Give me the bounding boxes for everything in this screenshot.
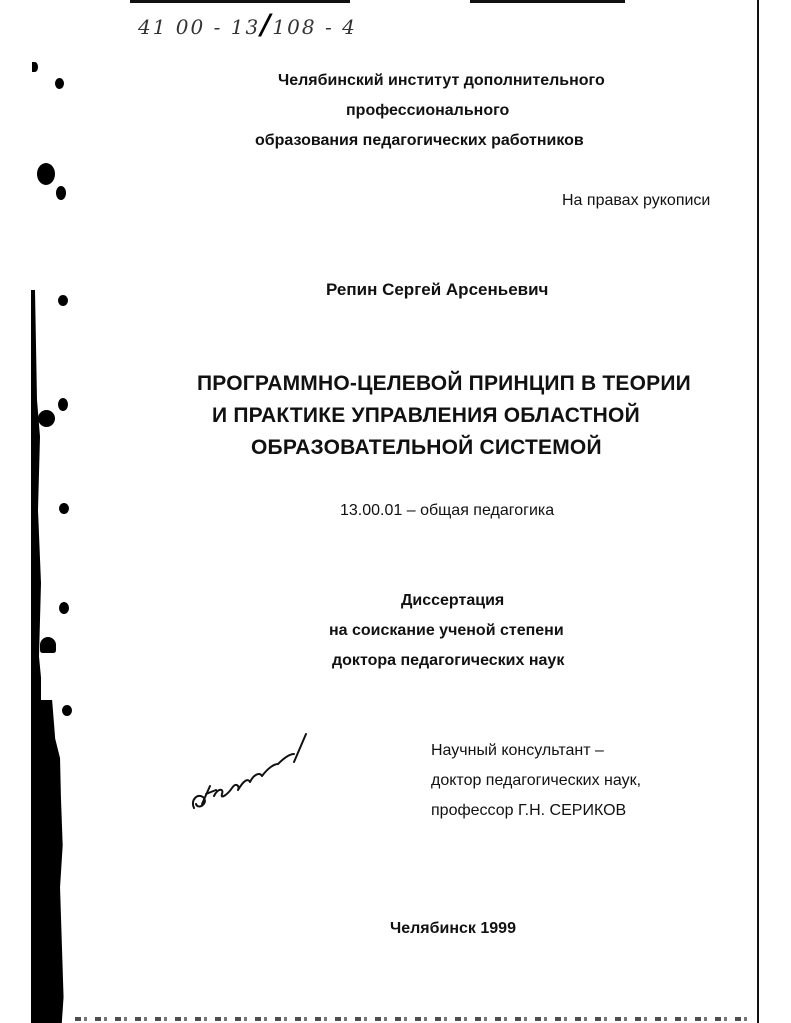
degree-line-1: Диссертация <box>401 592 505 609</box>
punch-hole <box>62 705 72 716</box>
punch-hole <box>58 295 68 306</box>
punch-hole <box>59 602 69 614</box>
archive-code <box>138 8 357 41</box>
page-border-right <box>757 0 759 1023</box>
signature <box>188 728 318 818</box>
institution-line-3: образования педагогических работников <box>255 132 584 149</box>
punch-hole <box>55 78 64 89</box>
city-year: Челябинск 1999 <box>390 920 516 937</box>
punch-hole <box>56 186 66 200</box>
scan-edge-top <box>470 0 625 3</box>
consultant-line-1: Научный консультант – <box>431 742 604 759</box>
author-name: Репин Сергей Арсеньевич <box>326 280 549 299</box>
title-line-3: ОБРАЗОВАТЕЛЬНОЙ СИСТЕМОЙ <box>251 436 602 459</box>
degree-line-3: доктора педагогических наук <box>332 652 565 669</box>
manuscript-note: На правах рукописи <box>562 192 711 209</box>
scan-noise-bottom <box>75 1017 755 1021</box>
scan-edge-top <box>130 0 350 3</box>
title-line-1: ПРОГРАММНО-ЦЕЛЕВОЙ ПРИНЦИП В ТЕОРИИ <box>197 372 691 395</box>
punch-hole <box>38 410 55 427</box>
institution-line-2: профессионального <box>346 102 510 119</box>
consultant-line-3: профессор Г.Н. СЕРИКОВ <box>431 802 627 819</box>
archive-code-slash: / <box>260 8 273 41</box>
archive-code-part2: 108 - 4 <box>272 15 357 39</box>
punch-hole <box>37 163 55 185</box>
binding-shadow-thick <box>31 700 75 1023</box>
archive-code-part1: 41 00 - 13 <box>138 15 261 39</box>
punch-hole <box>58 398 68 411</box>
punch-hole <box>40 637 56 653</box>
degree-line-2: на соискание ученой степени <box>329 622 564 639</box>
title-line-2: И ПРАКТИКЕ УПРАВЛЕНИЯ ОБЛАСТНОЙ <box>212 404 640 427</box>
consultant-line-2: доктор педагогических наук, <box>431 772 642 789</box>
punch-mark <box>32 62 38 72</box>
specialty: 13.00.01 – общая педагогика <box>340 502 555 519</box>
institution-line-1: Челябинский институт дополнительного <box>278 72 605 89</box>
punch-hole <box>59 503 69 514</box>
